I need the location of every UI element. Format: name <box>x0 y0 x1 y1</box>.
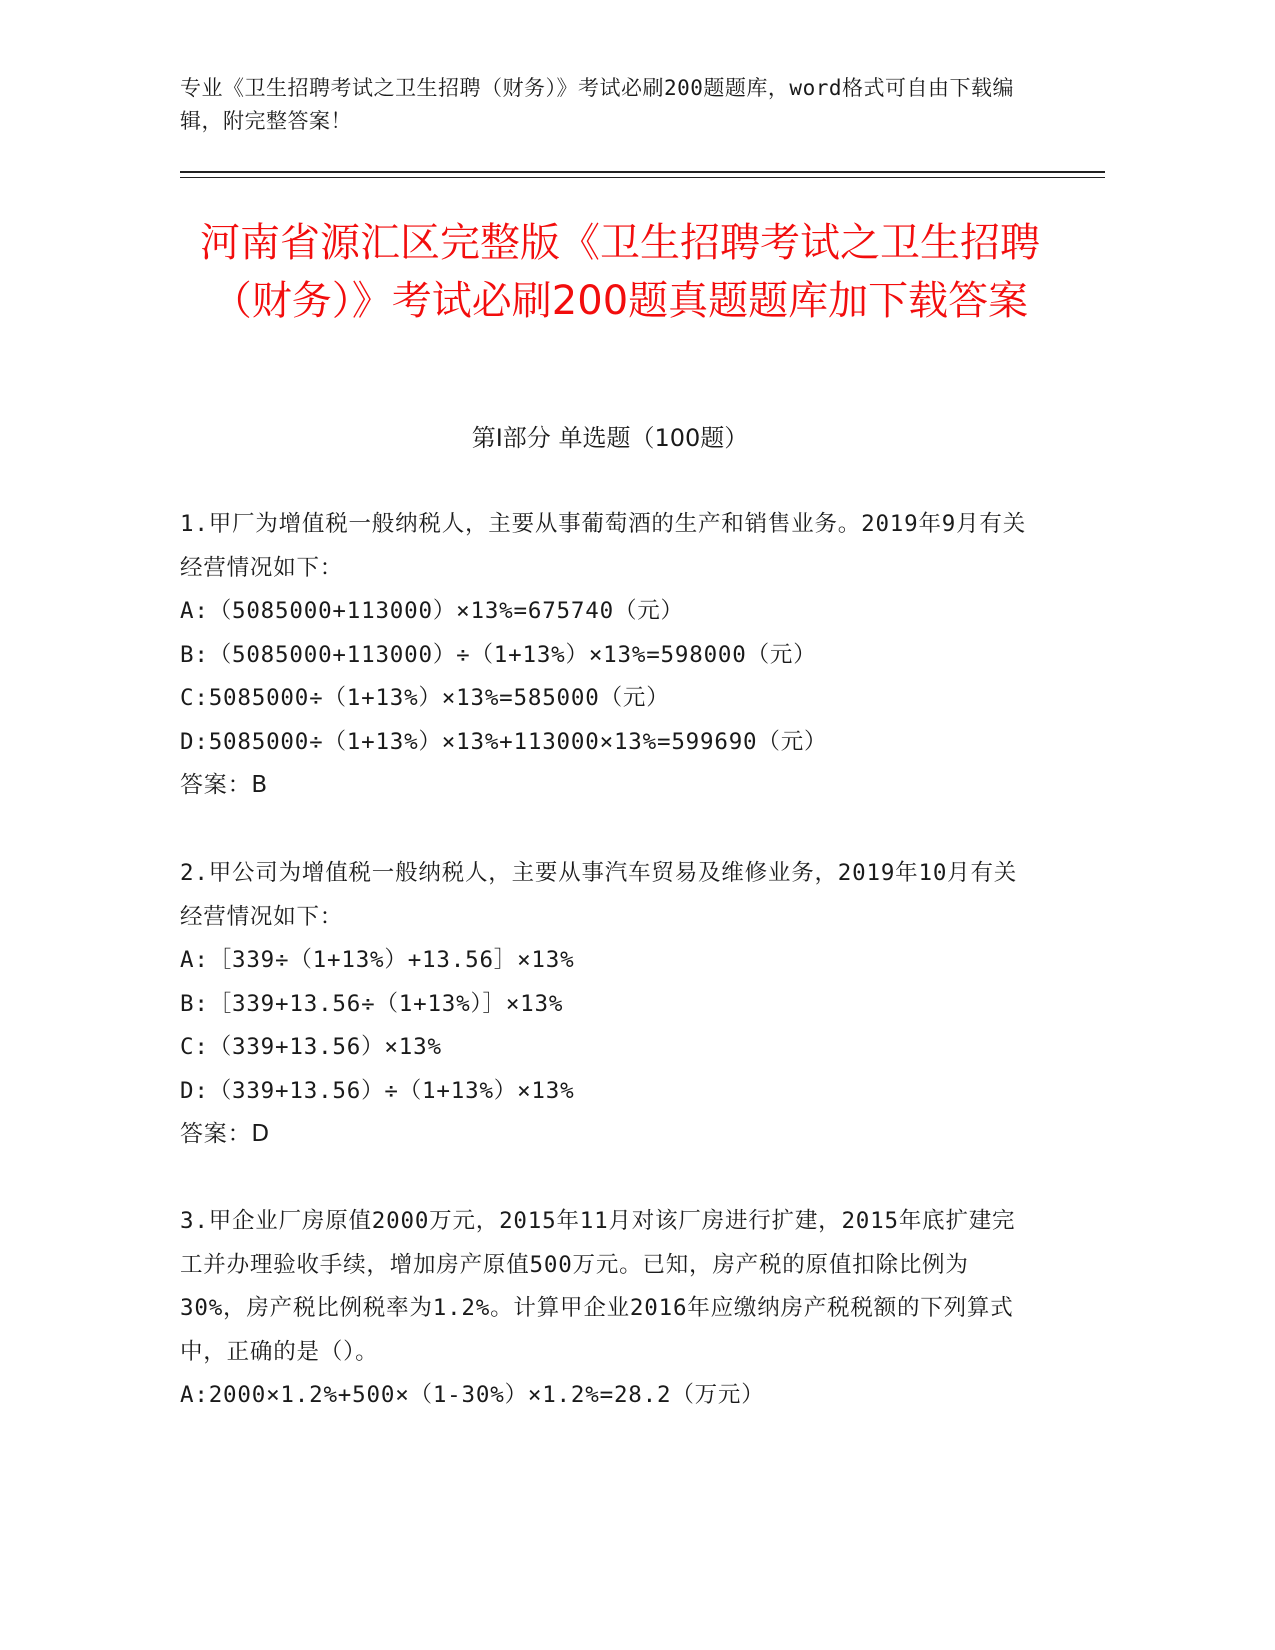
option-b: B:（5085000+113000）÷（1+13%）×13%=598000（元） <box>180 641 817 668</box>
option-a: A:（5085000+113000）×13%=675740（元） <box>180 598 684 624</box>
option-c: C:（339+13.56）×13% <box>180 1034 442 1060</box>
question-item <box>180 503 1030 808</box>
option-a: A:［339÷（1+13%）+13.56］×13% <box>180 947 575 973</box>
question-stem: 1.甲厂为增值税一般纳税人，主要从事葡萄酒的生产和销售业务。2019年9月有关经营情况如下： <box>180 511 1027 581</box>
header-divider-thin <box>180 177 1105 178</box>
option-b: B:［339+13.56÷（1+13%）］×13% <box>180 990 564 1017</box>
document-title: 河南省源汇区完整版《卫生招聘考试之卫生招聘（财务）》考试必刷200题真题题库加下载答案 <box>200 220 1040 324</box>
answer-line: 答案：B <box>180 772 268 798</box>
option-d: D:（339+13.56）÷（1+13%）×13% <box>180 1077 575 1104</box>
question-stem: 2.甲公司为增值税一般纳税人，主要从事汽车贸易及维修业务，2019年10月有关经营情况如下： <box>180 860 1018 930</box>
option-c: C:5085000÷（1+13%）×13%=585000（元） <box>180 685 670 711</box>
answer-line: 答案：D <box>180 1121 270 1147</box>
question-item <box>180 852 1030 1157</box>
question-item <box>180 1200 1030 1418</box>
option-d: D:5085000÷（1+13%）×13%+113000×13%=599690（元） <box>180 728 828 755</box>
section-title: 第Ⅰ部分 单选题（100题） <box>471 424 749 452</box>
header-note: 专业《卫生招聘考试之卫生招聘（财务）》考试必刷200题题库，word格式可自由下载编辑，附完整答案！ <box>180 76 1014 133</box>
option-a: A:2000×1.2%+500×（1-30%）×1.2%=28.2（万元） <box>180 1382 765 1408</box>
question-stem: 3.甲企业厂房原值2000万元，2015年11月对该厂房进行扩建，2015年底扩建完工并办理验收手续，增加房产原值500万元。已知，房产税的原值扣除比例为30%，房产税比例税率为1.2%。计算甲企业2016年应缴纳房产税税额的下列算式中，正确的是（）。 <box>180 1208 1016 1365</box>
header-divider-thick <box>180 171 1105 173</box>
